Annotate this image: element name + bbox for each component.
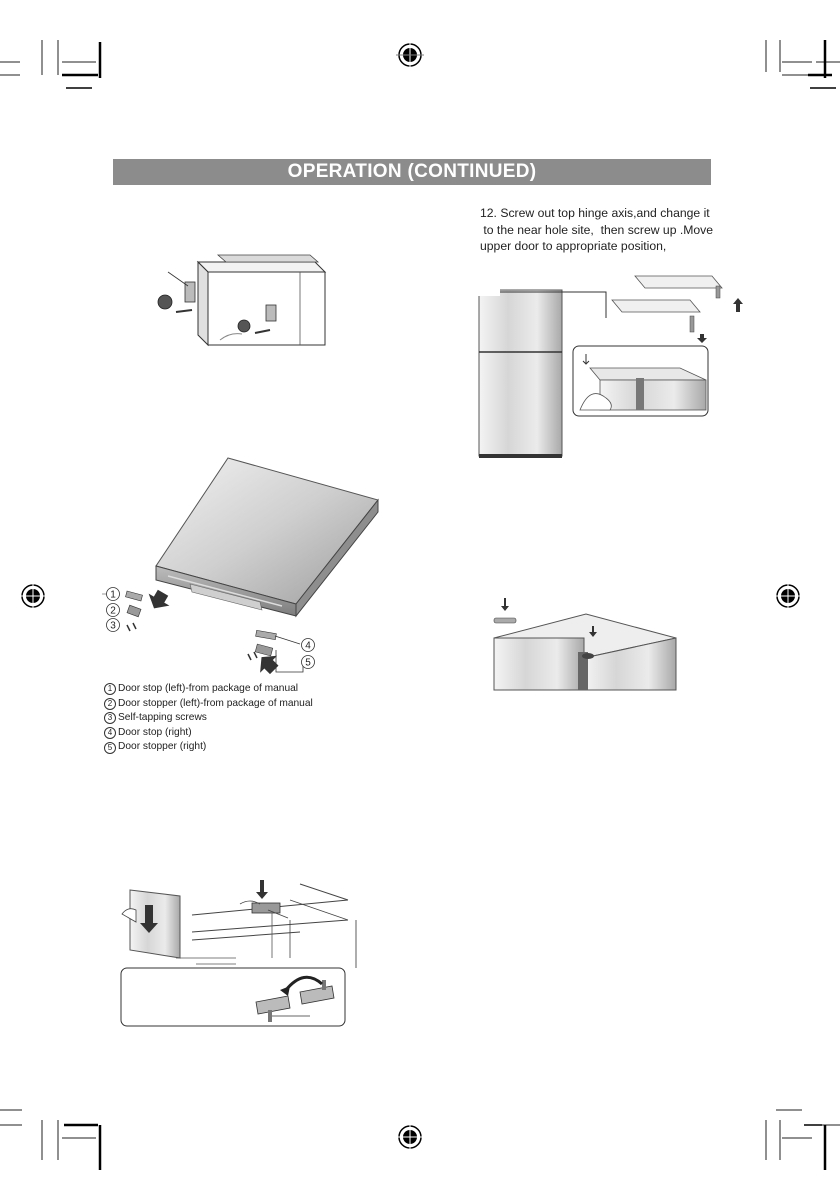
illustration-door-stop-panel bbox=[102, 458, 378, 678]
section-header: OPERATION (CONTINUED) bbox=[113, 159, 711, 185]
illustration-door-removal bbox=[121, 880, 356, 1026]
crop-mark-bottom-left bbox=[0, 1110, 96, 1160]
legend-item bbox=[104, 711, 313, 726]
crop-mark-top-left bbox=[0, 40, 96, 75]
legend-text: Self-tapping screws bbox=[118, 712, 207, 724]
illustration-hinge-covers bbox=[158, 255, 325, 345]
legend-text: Door stopper (left)-from package of manual bbox=[118, 697, 313, 709]
step-12-instructions bbox=[480, 205, 730, 255]
illustration-fridge-upper-hinge bbox=[476, 276, 743, 458]
callout-2: 2 bbox=[110, 605, 116, 617]
legend-number: 1 bbox=[104, 683, 116, 695]
legend-number: 2 bbox=[104, 698, 116, 710]
step-12-line: to the near hole site, then screw up .Move bbox=[480, 222, 714, 237]
legend-number: 3 bbox=[104, 712, 116, 724]
illustration-fridge-top-door bbox=[494, 598, 676, 690]
step-12-line: upper door to appropriate position, bbox=[480, 239, 667, 253]
callout-4: 4 bbox=[305, 640, 311, 652]
legend-item bbox=[104, 682, 313, 697]
legend-text: Door stopper (right) bbox=[118, 741, 207, 753]
registration-target-left bbox=[19, 582, 47, 610]
callout-5: 5 bbox=[305, 657, 311, 669]
callout-3: 3 bbox=[110, 620, 116, 632]
callout-1: 1 bbox=[110, 589, 116, 601]
parts-legend bbox=[104, 682, 313, 755]
crop-mark-bottom-right bbox=[766, 1110, 840, 1160]
legend-number: 4 bbox=[104, 727, 116, 739]
registration-target-bottom bbox=[396, 1123, 424, 1151]
legend-item bbox=[104, 740, 313, 755]
crop-mark-top-right bbox=[766, 40, 840, 75]
registration-target-right bbox=[774, 582, 802, 610]
legend-item bbox=[104, 726, 313, 741]
legend-number: 5 bbox=[104, 742, 116, 754]
step-12-line: 12. Screw out top hinge axis,and change it bbox=[480, 206, 710, 220]
legend-text: Door stop (left)-from package of manual bbox=[118, 683, 299, 694]
legend-text: Door stop (right) bbox=[118, 726, 192, 738]
legend-item bbox=[104, 697, 313, 712]
registration-target-top bbox=[396, 41, 424, 69]
